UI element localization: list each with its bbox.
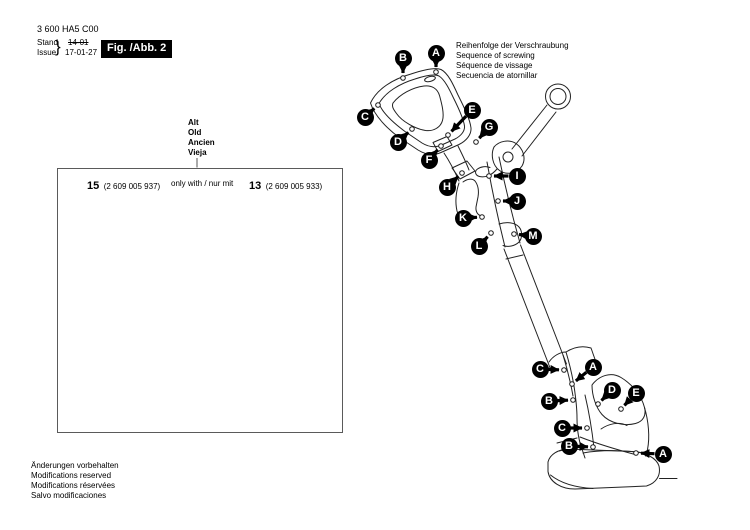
callout-arrow-G (479, 133, 483, 138)
old-label-es: Vieja (188, 147, 207, 157)
screw-hole-A (570, 382, 575, 387)
issue-date: 17-01-27 (65, 47, 98, 57)
screw-hole-H (460, 171, 465, 176)
callout-E: E (464, 102, 481, 119)
screw-hole-C (376, 103, 381, 108)
stand-label: Stand (37, 38, 58, 47)
screwing-sequence-note (456, 41, 569, 81)
part-13-label (249, 176, 322, 194)
screw-hole-C (562, 368, 567, 373)
callout-D: D (390, 134, 407, 151)
callout-arrow-M (519, 235, 525, 236)
issue-label: Issue (37, 47, 57, 57)
screw-hole-I (487, 174, 492, 179)
callout-C: C (554, 420, 571, 437)
stand-issue-brace: } (55, 37, 61, 56)
callout-arrow-E (624, 399, 630, 405)
callout-arrow-D (404, 132, 408, 136)
callout-B: B (561, 438, 578, 455)
callout-F: F (421, 152, 438, 169)
modifications-note (31, 461, 119, 501)
callout-J: J (509, 193, 526, 210)
screw-hole-D (410, 127, 415, 132)
old-label-fr: Ancien (188, 137, 215, 147)
callout-M: M (525, 228, 542, 245)
superseded-date: 14-01 (68, 38, 89, 47)
screw-hole-J (496, 199, 501, 204)
callout-A: A (428, 45, 445, 62)
callout-I: I (509, 168, 526, 185)
callout-A: A (585, 359, 602, 376)
callout-H: H (439, 179, 456, 196)
modifications-note-de: Änderungen vorbehalten (31, 461, 119, 470)
screw-hole-C (585, 426, 590, 431)
sequence-note-fr: Séquence de vissage (456, 60, 533, 70)
old-label-en: Old (188, 127, 202, 137)
modifications-note-es: Salvo modificaciones (31, 490, 107, 500)
callout-E: E (628, 385, 645, 402)
callout-G: G (481, 119, 498, 136)
old-label-de: Alt (188, 118, 199, 127)
old-parts-inset-box (57, 168, 343, 433)
screw-hole-E (619, 407, 624, 412)
part-15-label (87, 176, 160, 194)
part-15-code: (2 609 005 937) (103, 182, 161, 191)
callout-C: C (357, 109, 374, 126)
screw-hole-G (474, 140, 479, 145)
screw-hole-E (446, 133, 451, 138)
callout-arrow-F (435, 150, 438, 154)
callout-B: B (541, 393, 558, 410)
callout-A: A (655, 446, 672, 463)
part-13-code: (2 609 005 933) (265, 182, 323, 191)
screw-hole-B (591, 445, 596, 450)
callout-K: K (455, 210, 472, 227)
screw-hole-A (634, 451, 639, 456)
screw-hole-D (596, 402, 601, 407)
screw-hole-A (434, 70, 439, 75)
callout-C: C (532, 361, 549, 378)
modifications-note-fr: Modifications réservées (31, 480, 116, 490)
lower-trimmer-head (548, 347, 677, 489)
modifications-note-en: Modifications reserved (31, 470, 112, 480)
callout-L: L (471, 238, 488, 255)
shaft (504, 245, 567, 369)
screw-hole-B (401, 76, 406, 81)
callout-arrow-A (641, 453, 655, 454)
callout-B: B (395, 50, 412, 67)
sequence-note-de: Reihenfolge der Verschraubung (456, 41, 569, 50)
part-code: 3 600 HA5 C00 (37, 24, 99, 34)
screw-hole-K (480, 215, 485, 220)
screw-hole-M (512, 232, 517, 237)
part-15-number: 15 (87, 180, 100, 192)
old-version-labels (188, 118, 215, 158)
callout-arrow-H (453, 176, 458, 181)
figure-label: Fig. /Abb. 2 (101, 40, 172, 58)
callout-arrow-A (576, 372, 587, 381)
screw-hole-L (489, 231, 494, 236)
callout-D: D (604, 382, 621, 399)
callout-arrow-D (602, 396, 607, 401)
sequence-note-en: Sequence of screwing (456, 50, 535, 60)
only-with-note: only with / nur mit (171, 179, 234, 188)
sequence-note-es: Secuencia de atornillar (456, 70, 538, 80)
part-13-number: 13 (249, 180, 262, 192)
screw-hole-F (439, 144, 444, 149)
screw-hole-B (571, 398, 576, 403)
